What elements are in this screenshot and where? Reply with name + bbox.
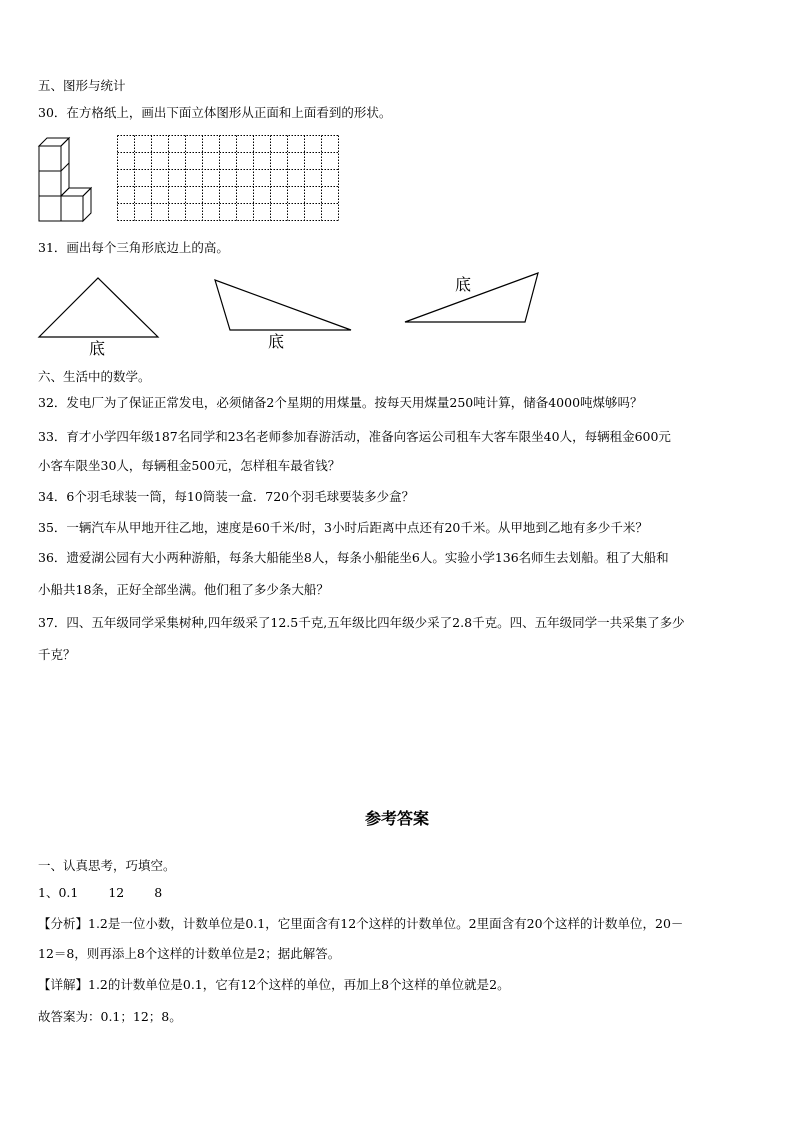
answer-1-value-3: 8	[154, 885, 163, 900]
triangle-2-base-label: 底	[268, 332, 285, 351]
triangle-1-base-label: 底	[89, 339, 106, 358]
question-33-line1: 33．育才小学四年级187名同学和23名老师参加春游活动，准备向客运公司租车大客车限坐40人，每辆租金600元	[38, 429, 671, 444]
answer-1-value-2: 12	[108, 885, 125, 900]
detail-explanation: 【详解】1.2的计数单位是0.1，它有12个这样的单位，再加上8个这样的单位就是2。	[38, 977, 510, 992]
question-30: 30．在方格纸上，画出下面立体图形从正面和上面看到的形状。	[38, 105, 392, 120]
cube-stack-figure	[36, 135, 92, 225]
question-37-line1: 37．四、五年级同学采集树种,四年级采了12.5千克,五年级比四年级少采了2.8千克。四、五年级同学一共采集了多少	[38, 615, 685, 630]
question-36-line1: 36．遗爱湖公园有大小两种游船，每条大船能坐8人，每条小船能坐6人。实验小学136名师生去划船。租了大船和	[38, 550, 669, 565]
answer-1-value-1: 1、0.1	[38, 885, 79, 900]
section6-title: 六、生活中的数学。	[38, 369, 151, 384]
question-35: 35．一辆汽车从甲地开往乙地，速度是60千米/时，3小时后距离中点还有20千米。从甲地到乙地有多少千米？	[38, 520, 648, 535]
triangle-3[interactable]	[400, 268, 545, 326]
triangle-2[interactable]	[210, 276, 355, 333]
analysis-line2: 12＝8，则再添上8个这样的计数单位是2；据此解答。	[38, 946, 341, 961]
question-33-line2: 小客车限坐30人，每辆租金500元，怎样租车最省钱？	[38, 458, 341, 473]
question-37-line2: 千克？	[38, 647, 76, 662]
answer-section1-title: 一、认真思考，巧填空。	[38, 858, 176, 873]
question-36-line2: 小船共18条，正好全部坐满。他们租了多少条大船？	[38, 582, 329, 597]
triangle-3-base-label: 底	[455, 275, 472, 294]
question-34: 34．6个羽毛球装一筒，每10筒装一盒．720个羽毛球要装多少盒？	[38, 489, 415, 504]
grid-paper[interactable]	[117, 135, 342, 221]
question-32: 32．发电厂为了保证正常发电，必须储备2个星期的用煤量。按每天用煤量250吨计算，储备4000吨煤够吗？	[38, 395, 643, 410]
triangle-1[interactable]	[36, 274, 161, 340]
answer-1	[38, 885, 162, 901]
section5-title: 五、图形与统计	[38, 78, 126, 93]
analysis-line1: 【分析】1.2是一位小数，计数单位是0.1，它里面含有12个这样的计数单位。2里面含有20个这样的计数单位，20－	[38, 916, 684, 931]
question-31: 31．画出每个三角形底边上的高。	[38, 240, 229, 255]
answer-key-title: 参考答案	[364, 809, 429, 828]
answer-conclusion: 故答案为：0.1；12；8。	[38, 1009, 182, 1024]
